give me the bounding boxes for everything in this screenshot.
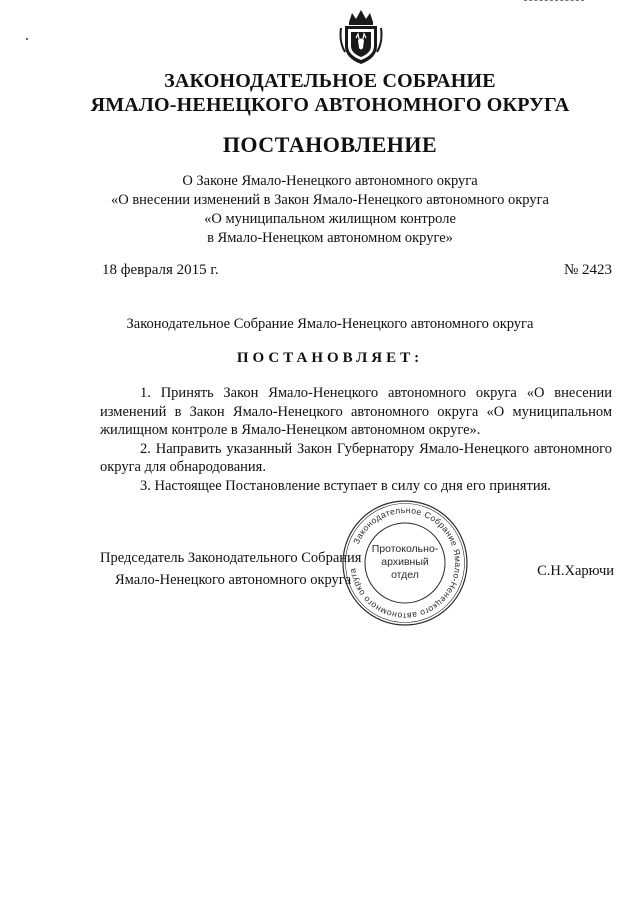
stamp-line: Протокольно-	[371, 542, 439, 555]
scan-artifact-dot	[26, 38, 28, 40]
stamp-line: архивный	[381, 555, 429, 568]
document-number: № 2423	[563, 262, 612, 278]
organization-title-line2: ЯМАЛО-НЕНЕЦКОГО АВТОНОМНОГО ОКРУГА	[90, 94, 570, 116]
resolves-heading: ПОСТАНОВЛЯЕТ:	[236, 350, 424, 366]
signatory-title-line2: Ямало-Ненецкого автономного округа	[115, 572, 352, 588]
subject-line: в Ямало-Ненецком автономном округе»	[207, 230, 453, 246]
subject-line: О Законе Ямало-Ненецкого автономного округа	[182, 173, 478, 189]
resolution-item: 2. Направить указанный Закон Губернатору Ямало-Ненецкого автономного округа для обнародования.	[100, 440, 612, 475]
resolution-item: 1. Принять Закон Ямало-Ненецкого автономного округа «О внесении изменений в Закон Ямало-Ненецкого автономного округа «О муниципальном жилищном контроле в Ямало-Ненецком автономном округе».	[100, 385, 612, 438]
document-type-heading: ПОСТАНОВЛЕНИЕ	[222, 132, 438, 157]
signatory-title	[100, 547, 361, 591]
document-date: 18 февраля 2015 г.	[102, 262, 219, 278]
stamp-line: отдел	[391, 568, 419, 581]
stamp-center-text	[373, 530, 437, 594]
signatory-title-line1: Председатель Законодательного Собрания	[100, 550, 362, 566]
resolution-item: 3. Настоящее Постановление вступает в силу со дня его принятия.	[140, 477, 551, 494]
scan-edge-mark	[524, 0, 584, 2]
stamp-ring-text: Законодательное Собрание Ямало-Ненецкого автономного округа	[347, 504, 464, 622]
document-subject	[10, 172, 640, 248]
organization-title-line1: ЗАКОНОДАТЕЛЬНОЕ СОБРАНИЕ	[164, 70, 496, 92]
signatory-name: С.Н.Харючи	[537, 563, 614, 579]
subject-line: «О внесении изменений в Закон Ямало-Ненецкого автономного округа	[110, 192, 549, 208]
issuing-body: Законодательное Собрание Ямало-Ненецкого автономного округа	[126, 316, 534, 332]
subject-line: «О муниципальном жилищном контроле	[204, 211, 456, 227]
coat-of-arms-icon	[339, 8, 383, 66]
resolution-items	[100, 384, 612, 495]
